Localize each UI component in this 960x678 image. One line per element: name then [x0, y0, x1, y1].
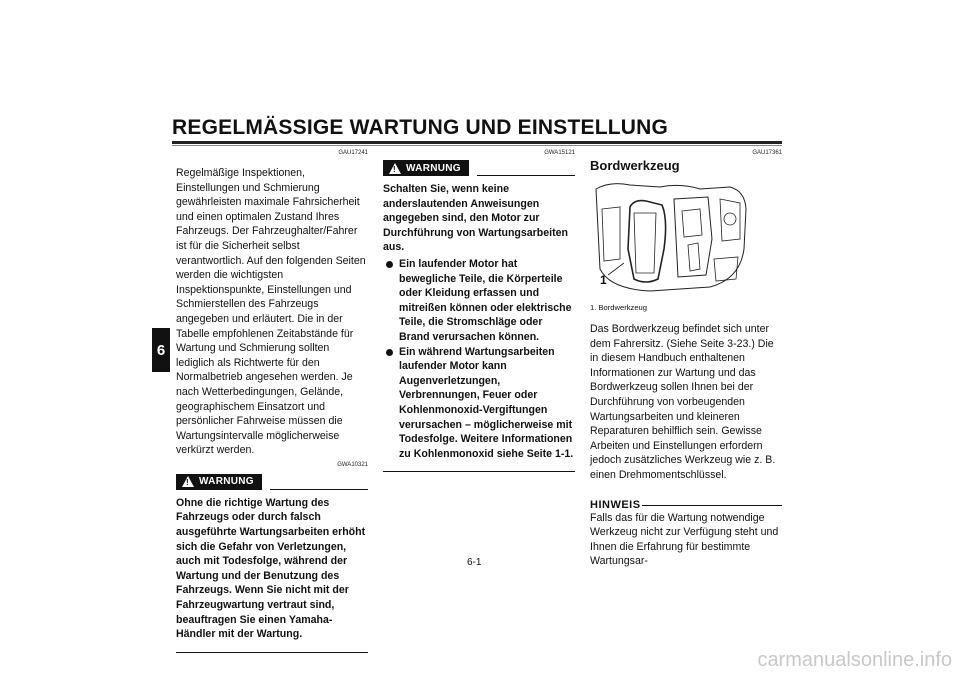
warning-code: GWA10321 — [337, 461, 368, 468]
warning-badge — [383, 160, 469, 176]
hinweis-label: HINWEIS — [590, 498, 641, 511]
section-title: Bordwerkzeug — [590, 158, 680, 173]
column-1 — [176, 150, 368, 653]
page-number: 6-1 — [467, 557, 482, 568]
warning-bullets — [383, 257, 575, 461]
warning-label: WARNUNG — [199, 476, 254, 488]
warning-triangle-icon: ! — [389, 163, 401, 174]
warning-badge — [176, 474, 262, 490]
toolkit-illustration — [590, 179, 750, 297]
chapter-tab: 6 — [152, 328, 170, 372]
section-code: GAU17361 — [752, 150, 782, 156]
warning-bottom-rule — [176, 652, 368, 653]
warning-label: WARNUNG — [406, 162, 461, 174]
warning-text: Ohne die richtige Wartung des Fahrzeugs oder durch falsch ausgeführte Wartungsarbeiten erhöht sich die Gefahr von Verletzungen, auch mit Todesfolge, während der Wartung und der Benutzung des Fahrzeugs. Wenn Sie nicht mit der Fahrzeugwartung vertraut sind, beauftragen Sie einen Yamaha-Händler mit der Wartung. — [176, 496, 366, 641]
section-code: GAU17241 — [338, 150, 368, 156]
toolkit-paragraph: Das Bordwerkzeug befindet sich unter dem Fahrersitz. (Siehe Seite 3-23.) Die in diesem Handbuch enthaltenen Informationen zur Wartung und das Bordwerkzeug sollen Ihnen bei der Durchführung von vorbeugenden Wartungsarbeiten und kleineren Reparaturen behilflich sein. Gewisse Arbeiten und Einstellungen erfordern jedoch zusätzliches Werkzeug wie z. B. einen Drehmomentschlüssel. — [590, 323, 776, 481]
page-title: REGELMÄSSIGE WARTUNG UND EINSTELLUNG — [172, 116, 669, 139]
intro-paragraph: Regelmäßige Inspektionen, Einstellungen und Schmierung gewährleisten maximale Fahrsicherheit und einen optimalen Zustand Ihres Fahrzeugs. Der Fahrzeughalter/Fahrer ist für die Sicherheit selbst verantwortlich. Auf den folgenden Seiten werden die wichtigsten Inspektionspunkte, Einstellungen und Schmierstellen des Fahrzeugs angegeben und erläutert. Die in der Tabelle empfohlenen Zeitabstände für Wartung und Schmierung sollten lediglich als Richtwerte für den Normalbetrieb angesehen werden. Je nach Wetterbedingungen, Gelände, geographischem Einsatzort und persönlicher Fahrweise müssen die Wartungsintervalle möglicherweise verkürzt werden. — [176, 167, 366, 457]
warning-bottom-rule — [383, 471, 575, 472]
column-2 — [383, 150, 575, 472]
list-item: Ein während Wartungsarbeiten laufender Motor kann Augenverletzungen, Verbrennungen, Feuer oder Kohlenmonoxid-Vergiftungen verursachen – möglicherweise mit Todesfolge. Weitere Informationen zu Kohlenmonoxid siehe Seite 1-1. — [383, 345, 575, 462]
warning-header — [383, 160, 575, 178]
figure-callout: 1 — [600, 273, 607, 287]
figure-caption: 1. Bordwerkzeug — [590, 303, 647, 312]
column-3 — [590, 150, 782, 569]
warning-header — [176, 474, 368, 492]
list-item: Ein laufender Motor hat bewegliche Teile, die Körperteile oder Kleidung erfassen und mitreißen können oder elektrische Teile, die Stromschläge oder Brand verursachen können. — [383, 257, 575, 345]
title-rule-thin — [172, 145, 782, 146]
title-rule — [172, 141, 782, 144]
hinweis-text: Falls das für die Wartung notwendige Werkzeug nicht zur Verfügung steht und Ihnen die Erfahrung für bestimmte Wartungsar- — [590, 511, 779, 568]
warning-intro: Schalten Sie, wenn keine anderslautenden Anweisungen angegeben sind, den Motor zur Durchführung von Wartungsarbeiten aus. — [383, 183, 568, 254]
hinweis-header — [590, 495, 782, 509]
warning-triangle-icon: ! — [182, 476, 194, 487]
warning-code: GWA15121 — [544, 150, 575, 156]
watermark: carmanualsonline.info — [757, 649, 952, 671]
warning-header-line — [477, 175, 575, 176]
hinweis-line — [642, 505, 782, 506]
warning-header-line — [270, 489, 368, 490]
toolkit-figure — [590, 179, 750, 297]
